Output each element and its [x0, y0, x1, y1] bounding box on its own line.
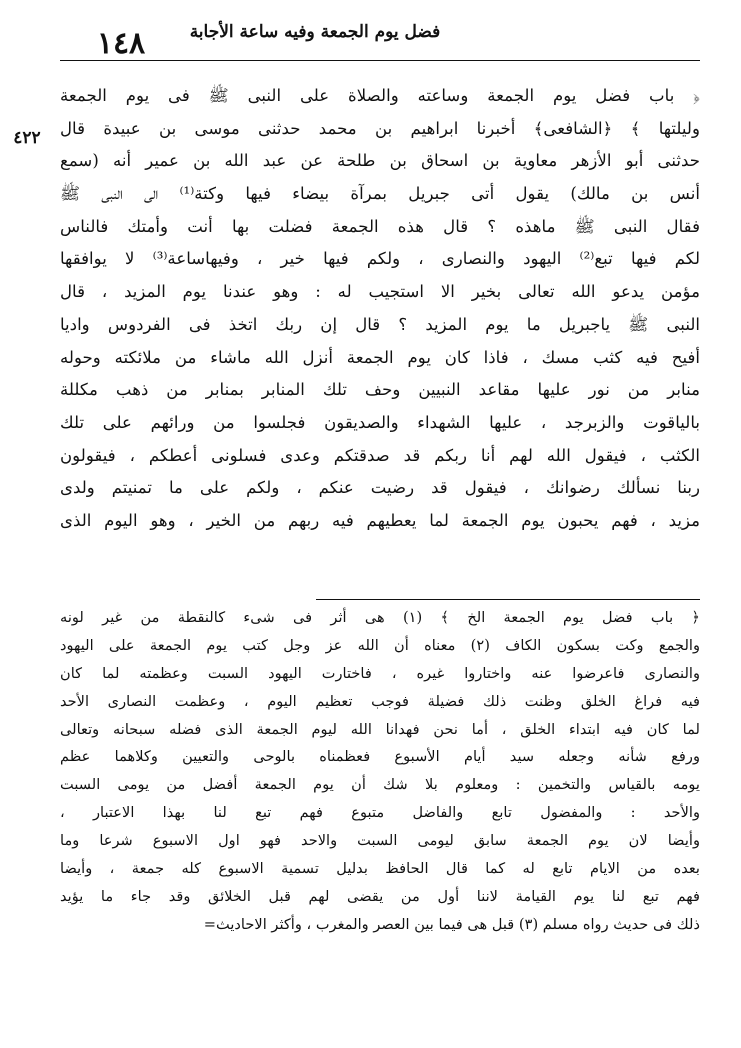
footnote-line: والنصارى فاعرضوا عنه واختاروا غيره ، فاختارت اليهود السبت وعظمته لما كان [60, 664, 700, 682]
running-title: فضل يوم الجمعة وفيه ساعة الأجابة [189, 22, 441, 42]
main-text-line: منابر من نور عليها مقاعد النبيين وحف تلك المنابر بمنابر من ذهب مكللة [60, 380, 700, 400]
main-text-line: الكثب ، فيقول الله لهم أنا ربكم قد صدقتكم وعدى فسلونى أعطكم ، فيقولون [60, 445, 700, 465]
main-text-line: وليلتها ﴾ ﴿الشافعى﴾ أخبرنا ابراهيم بن محمد حدثنى موسى بن عبيدة قال [60, 118, 700, 138]
footnote-separator [316, 599, 700, 600]
footnotes [60, 604, 700, 939]
footnote-line: فيه فراغ الخلق وظنت ذلك فضيلة فوجب تعظيم اليوم ، وعظمت النصارى الأحد [60, 692, 700, 710]
hadith-number: ٤٢٢ [13, 128, 41, 148]
footnote-line: فهم تبع لنا يوم القيامة لاننا أول من يقضى لهم قبل الخلائق وقد جاء ما يؤيد [60, 887, 700, 905]
footnote-line: والأحد : والمفضول تابع والفاضل متبوع فهم تبع لنا بهذا الاعتبار ، [60, 804, 700, 822]
main-text-line: بالياقوت والزبرجد ، عليها الشهداء والصديقون فجلسوا من ورائهم على تلك [60, 412, 700, 432]
footnote-line: بعده من الايام تابع له كما قال الحافظ بدليل تسمية الاسبوع كله جمعة ، وأيضا [60, 860, 700, 878]
header-rule [60, 60, 700, 61]
main-text-line: ربنا نسألك رضوانك ، فيقول قد رضيت عنكم ، ولكم على ما تمنيتم ولدى [60, 478, 700, 498]
page-number: ١٤٨ [96, 26, 146, 61]
main-text-line: لكم فيها تبع⁽²⁾ اليهود والنصارى ، ولكم فيها خير ، وفيهاساعة⁽³⁾ لا يوافقها [60, 249, 700, 269]
main-text-line: النبى ﷺ ياجبريل ما يوم المزيد ؟ قال إن ربك اتخذ فى الفردوس واديا [60, 314, 700, 334]
footnote-line: ورفع شأنه وجعله سيد أيام الأسبوع فعظمناه بالوحى والتعيين وكلاهما عظم [60, 748, 700, 766]
main-text-line: حدثنى أبو الأزهر معاوية بن اسحاق بن طلحة عن عبد الله بن عمير أنه (سمع [60, 151, 700, 171]
footnote-line: يومه بالقياس والتخمين : ومعلوم بلا شك أن يوم الجمعة أفضل من يومى السبت [60, 776, 700, 794]
main-text-line: مؤمن يدعو الله تعالى بخير الا استجيب له : وهو عندنا يوم المزيد ، قال [60, 282, 700, 302]
footnote-line: لما كان فيه ابتداء الخلق ، أما نحن فهدانا الله ليوم الجمعة الذى فضله سبحانه وتعالى [60, 720, 700, 738]
main-text-line: أفيح فيه كثب مسك ، فاذا كان يوم الجمعة أنزل الله ماشاء من ملائكته وحوله [60, 347, 700, 367]
footnote-line: ذلك فى حديث رواه مسلم (٣) قبل هى فيما بين العصر والمغرب ، وأكثر الاحاديث= [203, 915, 700, 933]
footnote-line: ﴿ باب فضل يوم الجمعة الخ ﴾ (١) هى أثر فى شىء كالنقطة من غير لونه [60, 609, 700, 626]
main-text-line: ﴿ باب فضل يوم الجمعة وساعته والصلاة على النبى ﷺ فى يوم الجمعة [60, 86, 700, 105]
main-text-line: فقال النبى ﷺ ماهذه ؟ قال هذه الجمعة فضلت بها أنت وأمتك فالناس [60, 216, 700, 236]
main-text-line: مزيد ، فهم يحبون يوم الجمعة لما يعطيهم فيه ربهم من الخير ، وهو اليوم الذى [60, 510, 700, 530]
main-text [60, 80, 700, 538]
footnote-line: وأيضا لان يوم الجمعة سابق ليومى السبت والاحد فهو اول الاسبوع شرعا وما [60, 832, 700, 850]
footnote-line: والجمع وكت بسكون الكاف (٢) معناه أن الله عز وجل كتب يوم الجمعة على اليهود [60, 636, 700, 654]
main-text-line: أنس بن مالك) يقول أتى جبريل بمرآة بيضاء فيها وكتة⁽¹⁾ الى النبى ﷺ [60, 184, 700, 204]
